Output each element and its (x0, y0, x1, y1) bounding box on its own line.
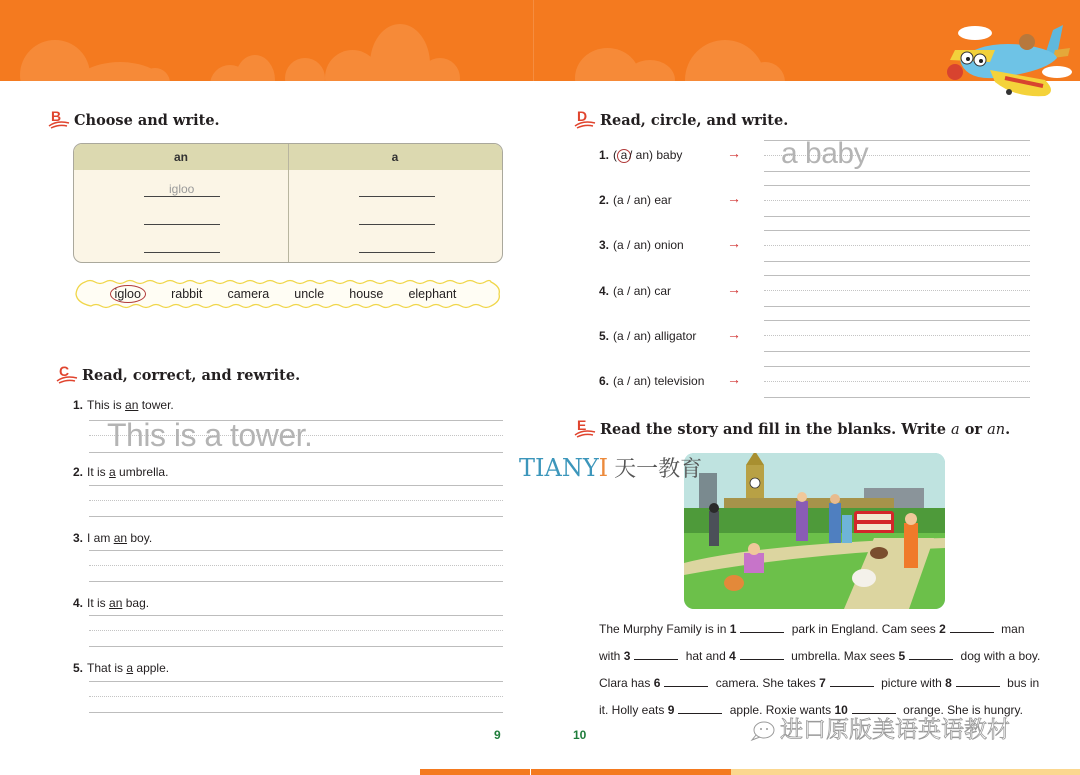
story-blank-7[interactable] (830, 677, 874, 687)
word-camera[interactable]: camera (227, 287, 270, 301)
writing-line[interactable] (764, 230, 1030, 231)
arrow-right-icon: → (727, 281, 741, 297)
column-header-a: a (391, 150, 399, 164)
word-bank (73, 279, 503, 309)
footer-strip (531, 769, 731, 775)
footer-strip (731, 769, 1080, 775)
section-e-badge-icon: E (573, 419, 597, 439)
section-d-title: Read, circle, and write. (600, 111, 789, 129)
d-item-4: 4. (a / an) car (599, 284, 672, 298)
section-d-badge-icon: D (573, 110, 597, 130)
d-answer-1[interactable]: a baby (781, 137, 869, 170)
writing-line-dotted (764, 290, 1030, 291)
story-line-1: The Murphy Family is in 1 park in England. Cam sees 2 man (599, 622, 1025, 636)
arrow-right-icon: → (727, 235, 741, 251)
writing-line (764, 171, 1030, 172)
arrow-right-icon: → (727, 371, 741, 387)
section-b-heading (47, 110, 220, 130)
story-blank-4[interactable] (740, 650, 784, 660)
cloud-decoration (285, 58, 325, 81)
word-rabbit[interactable]: rabbit (171, 287, 203, 301)
an-blank-1[interactable] (144, 196, 220, 197)
circled-choice[interactable]: a (617, 149, 631, 163)
a-blank-2[interactable] (359, 224, 435, 225)
arrow-right-icon: → (727, 190, 741, 206)
section-b-badge-icon: B (47, 110, 71, 130)
writing-line-dotted (89, 696, 503, 697)
writing-line-dotted (764, 335, 1030, 336)
story-blank-6[interactable] (664, 677, 708, 687)
page-divider (533, 0, 534, 81)
writing-line[interactable] (764, 366, 1030, 367)
a-blank-3[interactable] (359, 252, 435, 253)
an-answer-1[interactable]: igloo (169, 182, 195, 196)
writing-line (89, 581, 503, 582)
wechat-icon (750, 720, 776, 742)
d-item-5: 5. (a / an) alligator (599, 329, 697, 343)
c-item-2: 2. It is a umbrella. (73, 465, 169, 479)
story-blank-9[interactable] (678, 704, 722, 714)
story-blank-8[interactable] (956, 677, 1000, 687)
writing-line-dotted (89, 630, 503, 631)
word-bank-list (73, 279, 503, 309)
writing-line[interactable] (89, 485, 503, 486)
writing-line-dotted (764, 200, 1030, 201)
airplane-illustration (935, 20, 1075, 105)
story-blank-5[interactable] (909, 650, 953, 660)
page-number-right: 10 (573, 728, 587, 742)
story-line-2: with 3 hat and 4 umbrella. Max sees 5 dog with a boy. (599, 649, 1041, 663)
story-blank-1[interactable] (740, 623, 784, 633)
writing-line (89, 516, 503, 517)
writing-line-dotted (89, 565, 503, 566)
section-c-heading (55, 365, 300, 385)
arrow-right-icon: → (727, 145, 741, 161)
d-item-3: 3. (a / an) onion (599, 238, 684, 252)
section-b-title: Choose and write. (74, 111, 220, 129)
wechat-watermark: 进口原版美语英语教材 (750, 711, 1010, 744)
story-illustration (684, 453, 945, 609)
writing-line[interactable] (89, 681, 503, 682)
arrow-right-icon: → (727, 326, 741, 342)
section-d-heading (573, 110, 788, 130)
word-uncle[interactable]: uncle (294, 287, 325, 301)
a-blank-1[interactable] (359, 196, 435, 197)
c-item-4: 4. It is an bag. (73, 596, 150, 610)
column-header-an: an (173, 150, 188, 164)
c-item-3: 3. I am an boy. (73, 531, 153, 545)
writing-line[interactable] (89, 550, 503, 551)
writing-line (89, 712, 503, 713)
page-number-left: 9 (494, 728, 501, 742)
d-item-2: 2. (a / an) ear (599, 193, 672, 207)
writing-line-dotted (764, 381, 1030, 382)
writing-line (764, 261, 1030, 262)
writing-line[interactable] (764, 185, 1030, 186)
section-e-title: Read the story and fill in the blanks. Write a or an. (600, 420, 1011, 438)
writing-line[interactable] (89, 615, 503, 616)
footer-strip (420, 769, 530, 775)
writing-line (89, 646, 503, 647)
header-band (0, 0, 1080, 81)
c-item-1: 1. This is an tower. (73, 398, 174, 412)
column-divider (288, 144, 289, 262)
story-blank-3[interactable] (634, 650, 678, 660)
choose-write-table (73, 143, 503, 263)
writing-line (764, 397, 1030, 398)
c-item-5: 5. That is a apple. (73, 661, 170, 675)
cloud-decoration (235, 55, 275, 81)
writing-line (764, 306, 1030, 307)
tianyi-logo-watermark: TIANYI 天一教育 (519, 454, 703, 482)
word-igloo[interactable]: igloo (110, 285, 146, 303)
d-item-6: 6. (a / an) television (599, 374, 705, 388)
writing-line[interactable] (764, 320, 1030, 321)
writing-line-dotted (764, 245, 1030, 246)
story-blank-2[interactable] (950, 623, 994, 633)
story-line-4: it. Holly eats 9 apple. Roxie wants 10 orange. She is hungry. (599, 703, 1023, 717)
word-house[interactable]: house (349, 287, 384, 301)
an-blank-3[interactable] (144, 252, 220, 253)
writing-line[interactable] (764, 275, 1030, 276)
writing-line (764, 351, 1030, 352)
an-blank-2[interactable] (144, 224, 220, 225)
c-answer-1[interactable]: This is a tower. (107, 417, 313, 453)
word-elephant[interactable]: elephant (408, 287, 457, 301)
section-e-heading (573, 419, 1010, 439)
section-c-badge-icon: C (55, 365, 79, 385)
section-c-title: Read, correct, and rewrite. (82, 366, 301, 384)
writing-line-dotted (89, 500, 503, 501)
writing-line (764, 216, 1030, 217)
d-item-1: 1. ( a / an) baby (599, 148, 683, 162)
story-line-3: Clara has 6 camera. She takes 7 picture with 8 bus in (599, 676, 1040, 690)
